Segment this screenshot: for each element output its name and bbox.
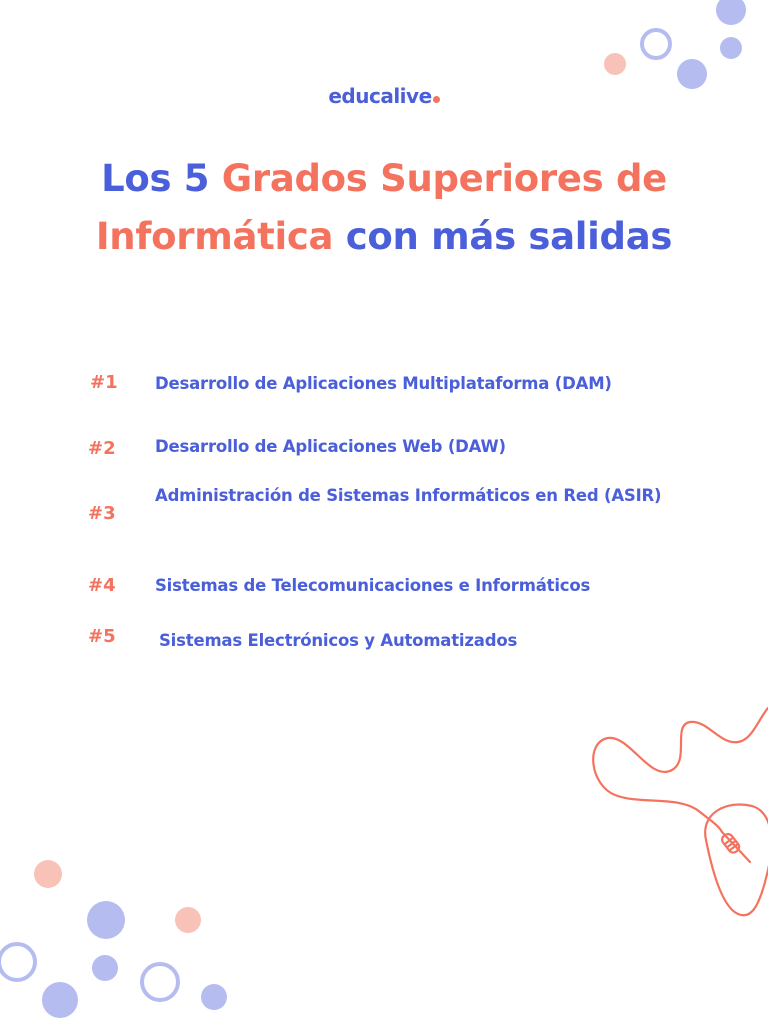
degree-name: Desarrollo de Aplicaciones Web (DAW) — [155, 437, 506, 456]
rank-number: #2 — [88, 438, 116, 459]
degree-name: Administración de Sistemas Informáticos en Red (ASIR) — [155, 486, 662, 505]
title-part-4: con más salidas — [333, 215, 673, 258]
degree-name: Desarrollo de Aplicaciones Multiplataforma (DAM) — [155, 374, 612, 393]
degree-name: Sistemas de Telecomunicaciones e Informáticos — [155, 576, 591, 595]
rank-number: #3 — [88, 503, 116, 524]
brand-logo-text: educalive — [328, 84, 432, 108]
title-part-2: Grados Superiores de — [221, 157, 667, 200]
title-part-1: Los 5 — [101, 157, 222, 200]
rank-number: #4 — [88, 575, 116, 596]
rank-number: #1 — [90, 372, 118, 393]
rank-number: #5 — [88, 626, 116, 647]
title-part-3: Informática — [95, 215, 334, 258]
degree-name: Sistemas Electrónicos y Automatizados — [159, 631, 518, 650]
